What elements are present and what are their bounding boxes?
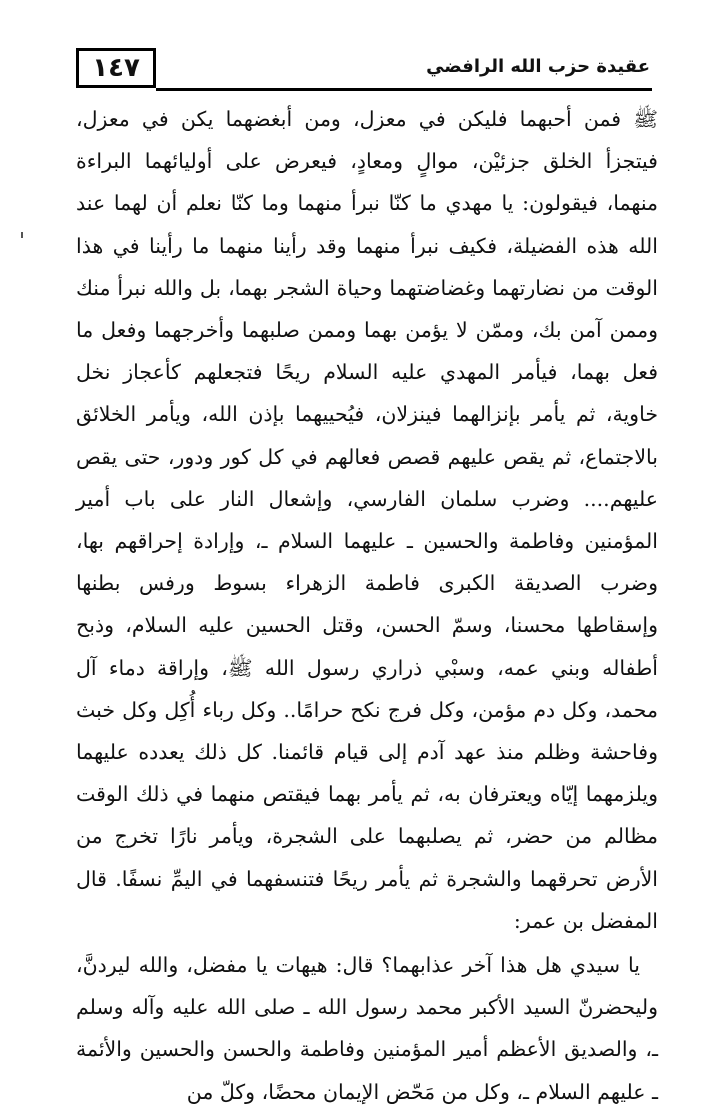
header-rule — [156, 88, 652, 91]
body-text — [76, 98, 658, 1113]
paragraph-1: ﷺ فمن أحبهما فليكن في معزل، ومن أبغضهما يكن في معزل، فيتجزأ الخلق جزئيْن، موالٍ ومعادٍ، فيعرض على أوليائهما البراءة منهما، فيقولون: يا مهدي ما كنّا نبرأ منهما وما كنّا نعلم أن لهما عند الله هذه الفضيلة، فكيف نبرأ منهما وقد رأينا منهما ما رأينا في هذا الوقت من نضارتهما وغضاضتهما وحياة الشجر بهما، بل والله نبرأ منك وممن آمن بك، وممّن لا يؤمن بهما وممن صلبهما وأخرجهما وفعل ما فعل بهما، فيأمر المهدي عليه السلام ريحًا فتجعلهم كأعجاز نخل خاوية، ثم يأمر بإنزالهما فينزلان، فيُحييهما بإذن الله، ويأمر الخلائق بالاجتماع، ثم يقص عليهم قصص فعالهم في كل كور ودور، حتى يقص عليهم.... وضرب سلمان الفارسي، وإشعال النار على باب أمير المؤمنين وفاطمة والحسين ـ عليهما السلام ـ، وإرادة إحراقهم بها، وضرب الصديقة الكبرى فاطمة الزهراء بسوط ورفس بطنها وإسقاطها محسنا، وسمّ الحسن، وقتل الحسين عليه السلام، وذبح أطفاله وبني عمه، وسبْي ذراري رسول الله ﷺ، وإراقة دماء آل محمد، وكل دم مؤمن، وكل فرج نكح حرامًا.. وكل رباء أُكِل وكل خبث وفاحشة وظلم منذ عهد آدم إلى قيام قائمنا. كل ذلك يعدده عليهما ويلزمهما إيّاه ويعترفان به، ثم يأمر بهما فيقتص منهما في ذلك الوقت مظالم من حضر، ثم يصلبهما على الشجرة، ويأمر نارًا تخرج من الأرض تحرقهما والشجرة ثم يأمر ريحًا فتنسفهما في اليمِّ نسفًا. قال المفضل بن عمر: — [76, 107, 658, 933]
paragraph-2: يا سيدي هل هذا آخر عذابهما؟ قال: هيهات يا مفضل، والله ليردنَّ، وليحضرنّ السيد الأكبر محمد رسول الله ـ صلى الله عليه وآله وسلم ـ، والصديق الأعظم أمير المؤمنين وفاطمة والحسن والحسين والأئمة ـ عليهم السلام ـ، وكل من مَحّض الإيمان محضًا، وكلّ من — [76, 953, 658, 1104]
running-title: عقيدة حزب الله الرافضي — [426, 56, 650, 77]
page-number: ١٤٧ — [76, 48, 156, 88]
page-header — [72, 44, 652, 96]
scan-speck — [21, 232, 23, 238]
